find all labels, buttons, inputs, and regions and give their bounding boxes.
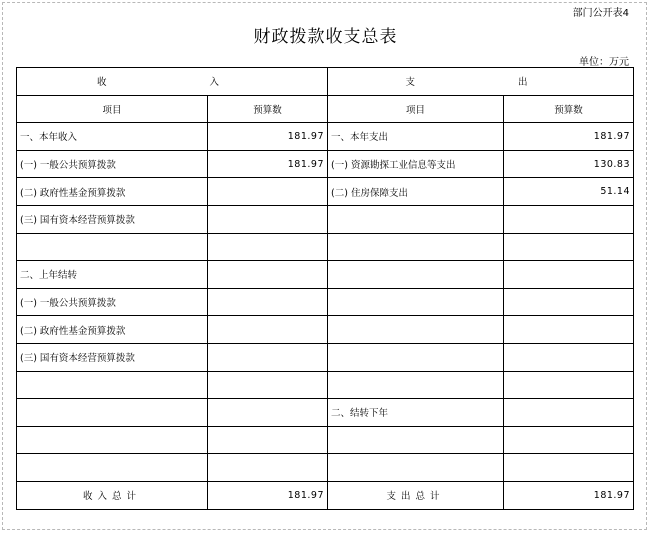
expense-value-cell: [504, 371, 634, 399]
income-value-cell: 181.97: [208, 150, 328, 178]
income-value-cell: [208, 343, 328, 371]
expense-item-cell: [328, 233, 504, 261]
table-row: [17, 233, 634, 261]
income-value-cell: [208, 371, 328, 399]
expense-item-cell: [328, 371, 504, 399]
table-row: [17, 150, 634, 178]
expense-item-cell: 一、本年支出: [328, 123, 504, 151]
unit-label: 单位：万元: [579, 57, 629, 68]
income-item-cell: 一、本年收入: [17, 123, 208, 151]
expense-value-cell: [504, 426, 634, 454]
expense-item-cell: [328, 316, 504, 344]
expense-item-cell: [328, 261, 504, 289]
income-item-cell: (三) 国有资本经营预算拨款: [17, 343, 208, 371]
expense-item-cell: [328, 454, 504, 482]
income-value-cell: [208, 316, 328, 344]
income-value-cell: [208, 261, 328, 289]
form-number: 部门公开表4: [572, 8, 629, 19]
income-item-cell: [17, 371, 208, 399]
budget-table: [16, 67, 634, 510]
table-row: [17, 261, 634, 289]
table-row: [17, 316, 634, 344]
expense-item-cell: [328, 288, 504, 316]
expense-item-cell: (二) 住房保障支出: [328, 178, 504, 206]
income-total-label: 收入总计: [17, 481, 208, 509]
expense-section-header: 支 出: [328, 68, 634, 96]
table-row: [17, 123, 634, 151]
table-row: [17, 454, 634, 482]
expense-item-cell: [328, 205, 504, 233]
income-item-cell: (二) 政府性基金预算拨款: [17, 178, 208, 206]
expense-value-cell: [504, 454, 634, 482]
expense-item-header: 项目: [328, 95, 504, 123]
expense-value-cell: 51.14: [504, 178, 634, 206]
table-row: [17, 426, 634, 454]
income-item-cell: [17, 233, 208, 261]
expense-item-cell: [328, 426, 504, 454]
total-row: [17, 481, 634, 509]
income-item-cell: (三) 国有资本经营预算拨款: [17, 205, 208, 233]
section-header-row: [17, 68, 634, 96]
income-value-cell: [208, 205, 328, 233]
expense-budget-header: 预算数: [504, 95, 634, 123]
income-value-cell: [208, 426, 328, 454]
expense-total-label: 支出总计: [328, 481, 504, 509]
income-item-cell: [17, 426, 208, 454]
table-row: [17, 178, 634, 206]
expense-value-cell: [504, 399, 634, 427]
income-item-cell: (二) 政府性基金预算拨款: [17, 316, 208, 344]
expense-value-cell: [504, 343, 634, 371]
income-value-cell: [208, 233, 328, 261]
table-row: [17, 288, 634, 316]
table-row: [17, 371, 634, 399]
expense-value-cell: [504, 261, 634, 289]
income-item-cell: (一) 一般公共预算拨款: [17, 288, 208, 316]
table-row: [17, 343, 634, 371]
income-value-cell: [208, 454, 328, 482]
income-item-cell: (一) 一般公共预算拨款: [17, 150, 208, 178]
income-value-cell: [208, 288, 328, 316]
income-total-value: 181.97: [208, 481, 328, 509]
column-header-row: [17, 95, 634, 123]
income-item-cell: [17, 399, 208, 427]
expense-value-cell: [504, 205, 634, 233]
income-item-cell: [17, 454, 208, 482]
expense-total-value: 181.97: [504, 481, 634, 509]
expense-value-cell: 181.97: [504, 123, 634, 151]
income-value-cell: [208, 178, 328, 206]
table-row: [17, 399, 634, 427]
expense-item-cell: [328, 343, 504, 371]
income-section-header: 收 入: [17, 68, 328, 96]
expense-value-cell: [504, 233, 634, 261]
expense-value-cell: 130.83: [504, 150, 634, 178]
page-title: 财政拨款收支总表: [253, 27, 398, 47]
expense-value-cell: [504, 316, 634, 344]
expense-item-cell: (一) 资源勘探工业信息等支出: [328, 150, 504, 178]
expense-value-cell: [504, 288, 634, 316]
income-value-cell: [208, 399, 328, 427]
table-row: [17, 205, 634, 233]
income-budget-header: 预算数: [208, 95, 328, 123]
income-item-header: 项目: [17, 95, 208, 123]
income-item-cell: 二、上年结转: [17, 261, 208, 289]
expense-item-cell: 二、结转下年: [328, 399, 504, 427]
income-value-cell: 181.97: [208, 123, 328, 151]
